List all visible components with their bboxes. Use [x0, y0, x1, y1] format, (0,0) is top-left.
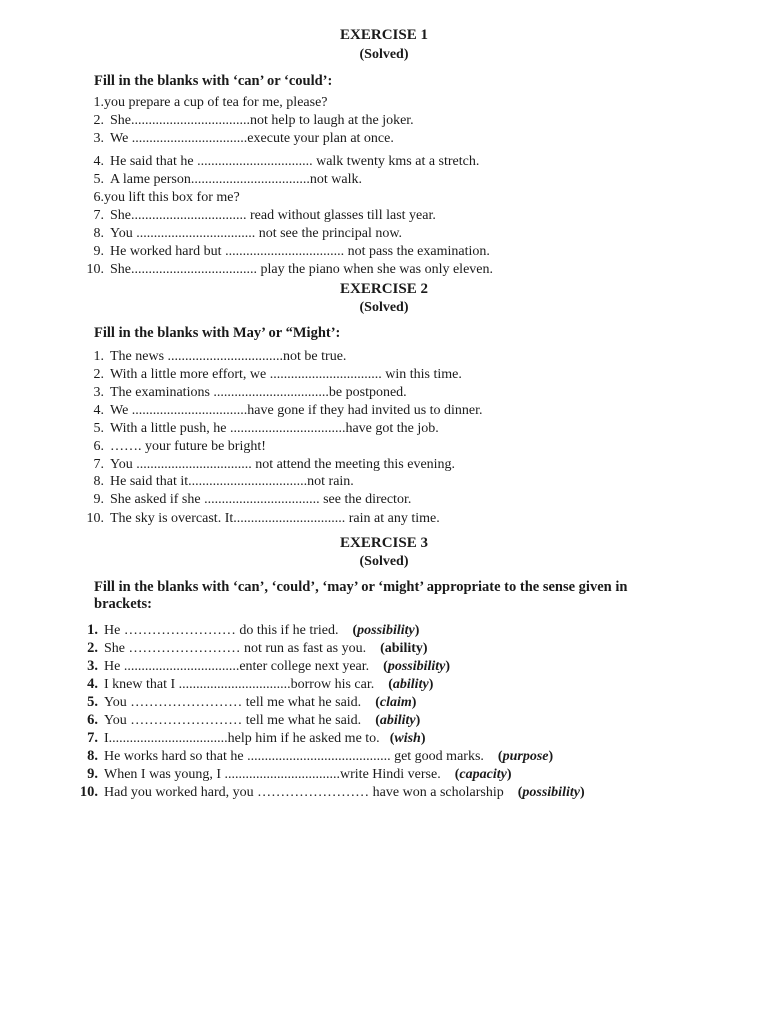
list-item: 8. He said that it..................................not rain.: [93, 474, 354, 489]
list-item: 1. The news .................................not be true.: [93, 349, 347, 364]
list-item: 3. The examinations .................................be postponed.: [93, 385, 407, 400]
list-item: 7. You ................................. not attend the meeting this evening.: [93, 457, 456, 472]
list-item: 2. With a little more effort, we ................................ win this time.: [93, 367, 462, 382]
list-item: 5. A lame person..................................not walk.: [93, 172, 362, 187]
list-item: 6. You …………………… tell me what he said. (ability): [87, 712, 421, 728]
exercise-3-instruction: Fill in the blanks with ‘can’, ‘could’, ‘may’ or ‘might’ appropriate to the sense given in brackets:: [94, 579, 628, 612]
list-item: 2. She …………………… not run as fast as you. (ability): [87, 640, 428, 656]
list-item: 5. With a little push, he .................................have got the job.: [93, 421, 439, 436]
list-item: 9. She asked if she ................................. see the director.: [93, 492, 412, 507]
list-item: 9. When I was young, I .................................write Hindi verse. (capacity): [87, 766, 512, 782]
list-item: 8. You .................................. not see the principal now.: [93, 226, 403, 241]
exercise-1-title: EXERCISE 1: [340, 27, 428, 43]
list-item: 2. She..................................not help to laugh at the joker.: [93, 113, 414, 128]
exercise-1-subtitle: (Solved): [359, 47, 409, 62]
exercise-1-instruction: Fill in the blanks with ‘can’ or ‘could’:: [94, 73, 333, 89]
list-item: 4. We .................................have gone if they had invited us to dinner.: [93, 403, 483, 418]
list-item: 10. The sky is overcast. It................................ rain at any time.: [86, 511, 440, 526]
list-item: 9. He worked hard but .................................. not pass the examination.: [93, 244, 490, 259]
list-item: 5. You …………………… tell me what he said. (claim): [87, 694, 417, 710]
list-item: 8. He works hard so that he ......................................... get good marks. (purpose): [87, 748, 554, 764]
list-item: 6. ……. your future be bright!: [93, 439, 266, 454]
list-item: 3. He .................................enter college next year. (possibility): [87, 658, 451, 674]
list-item: 6.you lift this box for me?: [93, 190, 240, 205]
list-item: 1. He …………………… do this if he tried. (possibility): [87, 622, 420, 638]
exercise-3-subtitle: (Solved): [359, 554, 409, 569]
exercise-3-title: EXERCISE 3: [340, 535, 428, 551]
list-item: 1.you prepare a cup of tea for me, please?: [93, 95, 328, 110]
list-item: 7. I..................................help him if he asked me to. (wish): [87, 730, 426, 746]
list-item: 10. Had you worked hard, you …………………… have won a scholarship (possibility): [79, 784, 585, 800]
list-item: 10. She.................................... play the piano when she was only eleven.: [86, 262, 493, 277]
exercise-2-title: EXERCISE 2: [340, 281, 428, 297]
list-item: 3. We .................................execute your plan at once.: [93, 131, 394, 146]
list-item: 4. He said that he ................................. walk twenty kms at a stretch.: [93, 154, 480, 169]
list-item: 4. I knew that I ................................borrow his car. (ability): [87, 676, 434, 692]
exercise-2-instruction: Fill in the blanks with May’ or “Might’:: [94, 325, 341, 341]
exercise-2-subtitle: (Solved): [359, 300, 409, 315]
list-item: 7. She................................. read without glasses till last year.: [93, 208, 436, 223]
